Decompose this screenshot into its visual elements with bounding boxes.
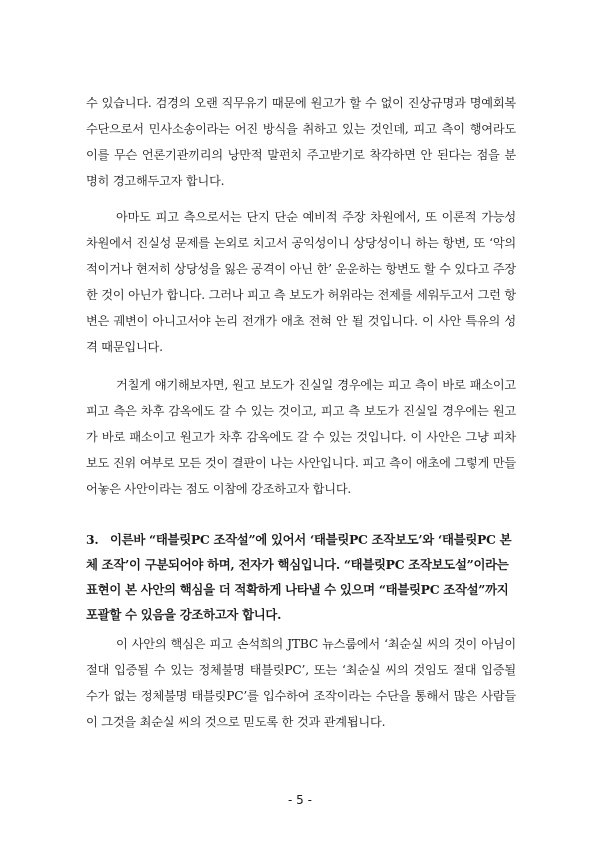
paragraph-2: 아마도 피고 측으로서는 단지 단순 예비적 주장 차원에서, 또 이론적 가능성 차원에서 진실성 문제를 논외로 치고서 공익성이니 상당성이니 하는 항변, 또 ‘악의적이거나 현저히 상당성을 잃은 공격이 아닌 한’ 운운하는 항변도 할 수 있다고 주장한 것이 아닌가 합니다. 그러나 피고 측 보도가 허위라는 전제를 세워두고서 그런 항변은 궤변이 아니고서야 논리 전개가 애초 전혀 안 될 것입니다. 이 사안 특유의 성격 때문입니다.	[86, 210, 516, 354]
section-3-title: 이른바 “태블릿PC 조작설”에 있어서 ‘태블릿PC 조작보도’와 ‘태블릿PC 본체 조작’이 구분되어야 하며, 전자가 핵심입니다. “태블릿PC 조작보도설”이라는 표현이 본 사안의 핵심을 더 적확하게 나타낼 수 있으며 “태블릿PC 조작설”까지 포괄할 수 있음을 강조하고자 합니다.	[86, 532, 512, 622]
page-number: - 5 -	[288, 793, 312, 807]
paragraph-4: 이 사안의 핵심은 피고 손석희의 JTBC 뉴스룸에서 ‘최순실 씨의 것이 아님이 절대 입증될 수 있는 정체불명 태블릿PC’, 또는 ‘최순실 씨의 것임도 절대 입증될 수가 없는 정체불명 태블릿PC’를 입수하여 조작이라는 수단을 통해서 많은 사람들이 그것을 최순실 씨의 것으로 믿도록 한 것과 관계됩니다.	[86, 637, 516, 729]
section-3-number: 3.	[86, 532, 99, 547]
paragraph-3: 거칠게 얘기해보자면, 원고 보도가 진실일 경우에는 피고 측이 바로 패소이고 피고 측은 차후 감옥에도 갈 수 있는 것이고, 피고 측 보도가 진실일 경우에는 원고가 바로 패소이고 원고가 차후 감옥에도 갈 수 있는 것입니다. 이 사안은 그냥 피차 보도 진위 여부로 모든 것이 결판이 나는 사안입니다. 피고 측이 애초에 그렇게 만들어놓은 사안이라는 점도 이참에 강조하고자 합니다.	[86, 378, 516, 496]
paragraph-1: 수 있습니다. 검경의 오랜 직무유기 때문에 원고가 할 수 없이 진상규명과 명예회복 수단으로서 민사소송이라는 어진 방식을 취하고 있는 것인데, 피고 측이 행여라도 이를 무슨 언론기관끼리의 낭만적 말펀치 주고받기로 착각하면 안 된다는 점을 분명히 경고해두고자 합니다.	[86, 96, 516, 188]
section-3-heading	[86, 527, 516, 627]
